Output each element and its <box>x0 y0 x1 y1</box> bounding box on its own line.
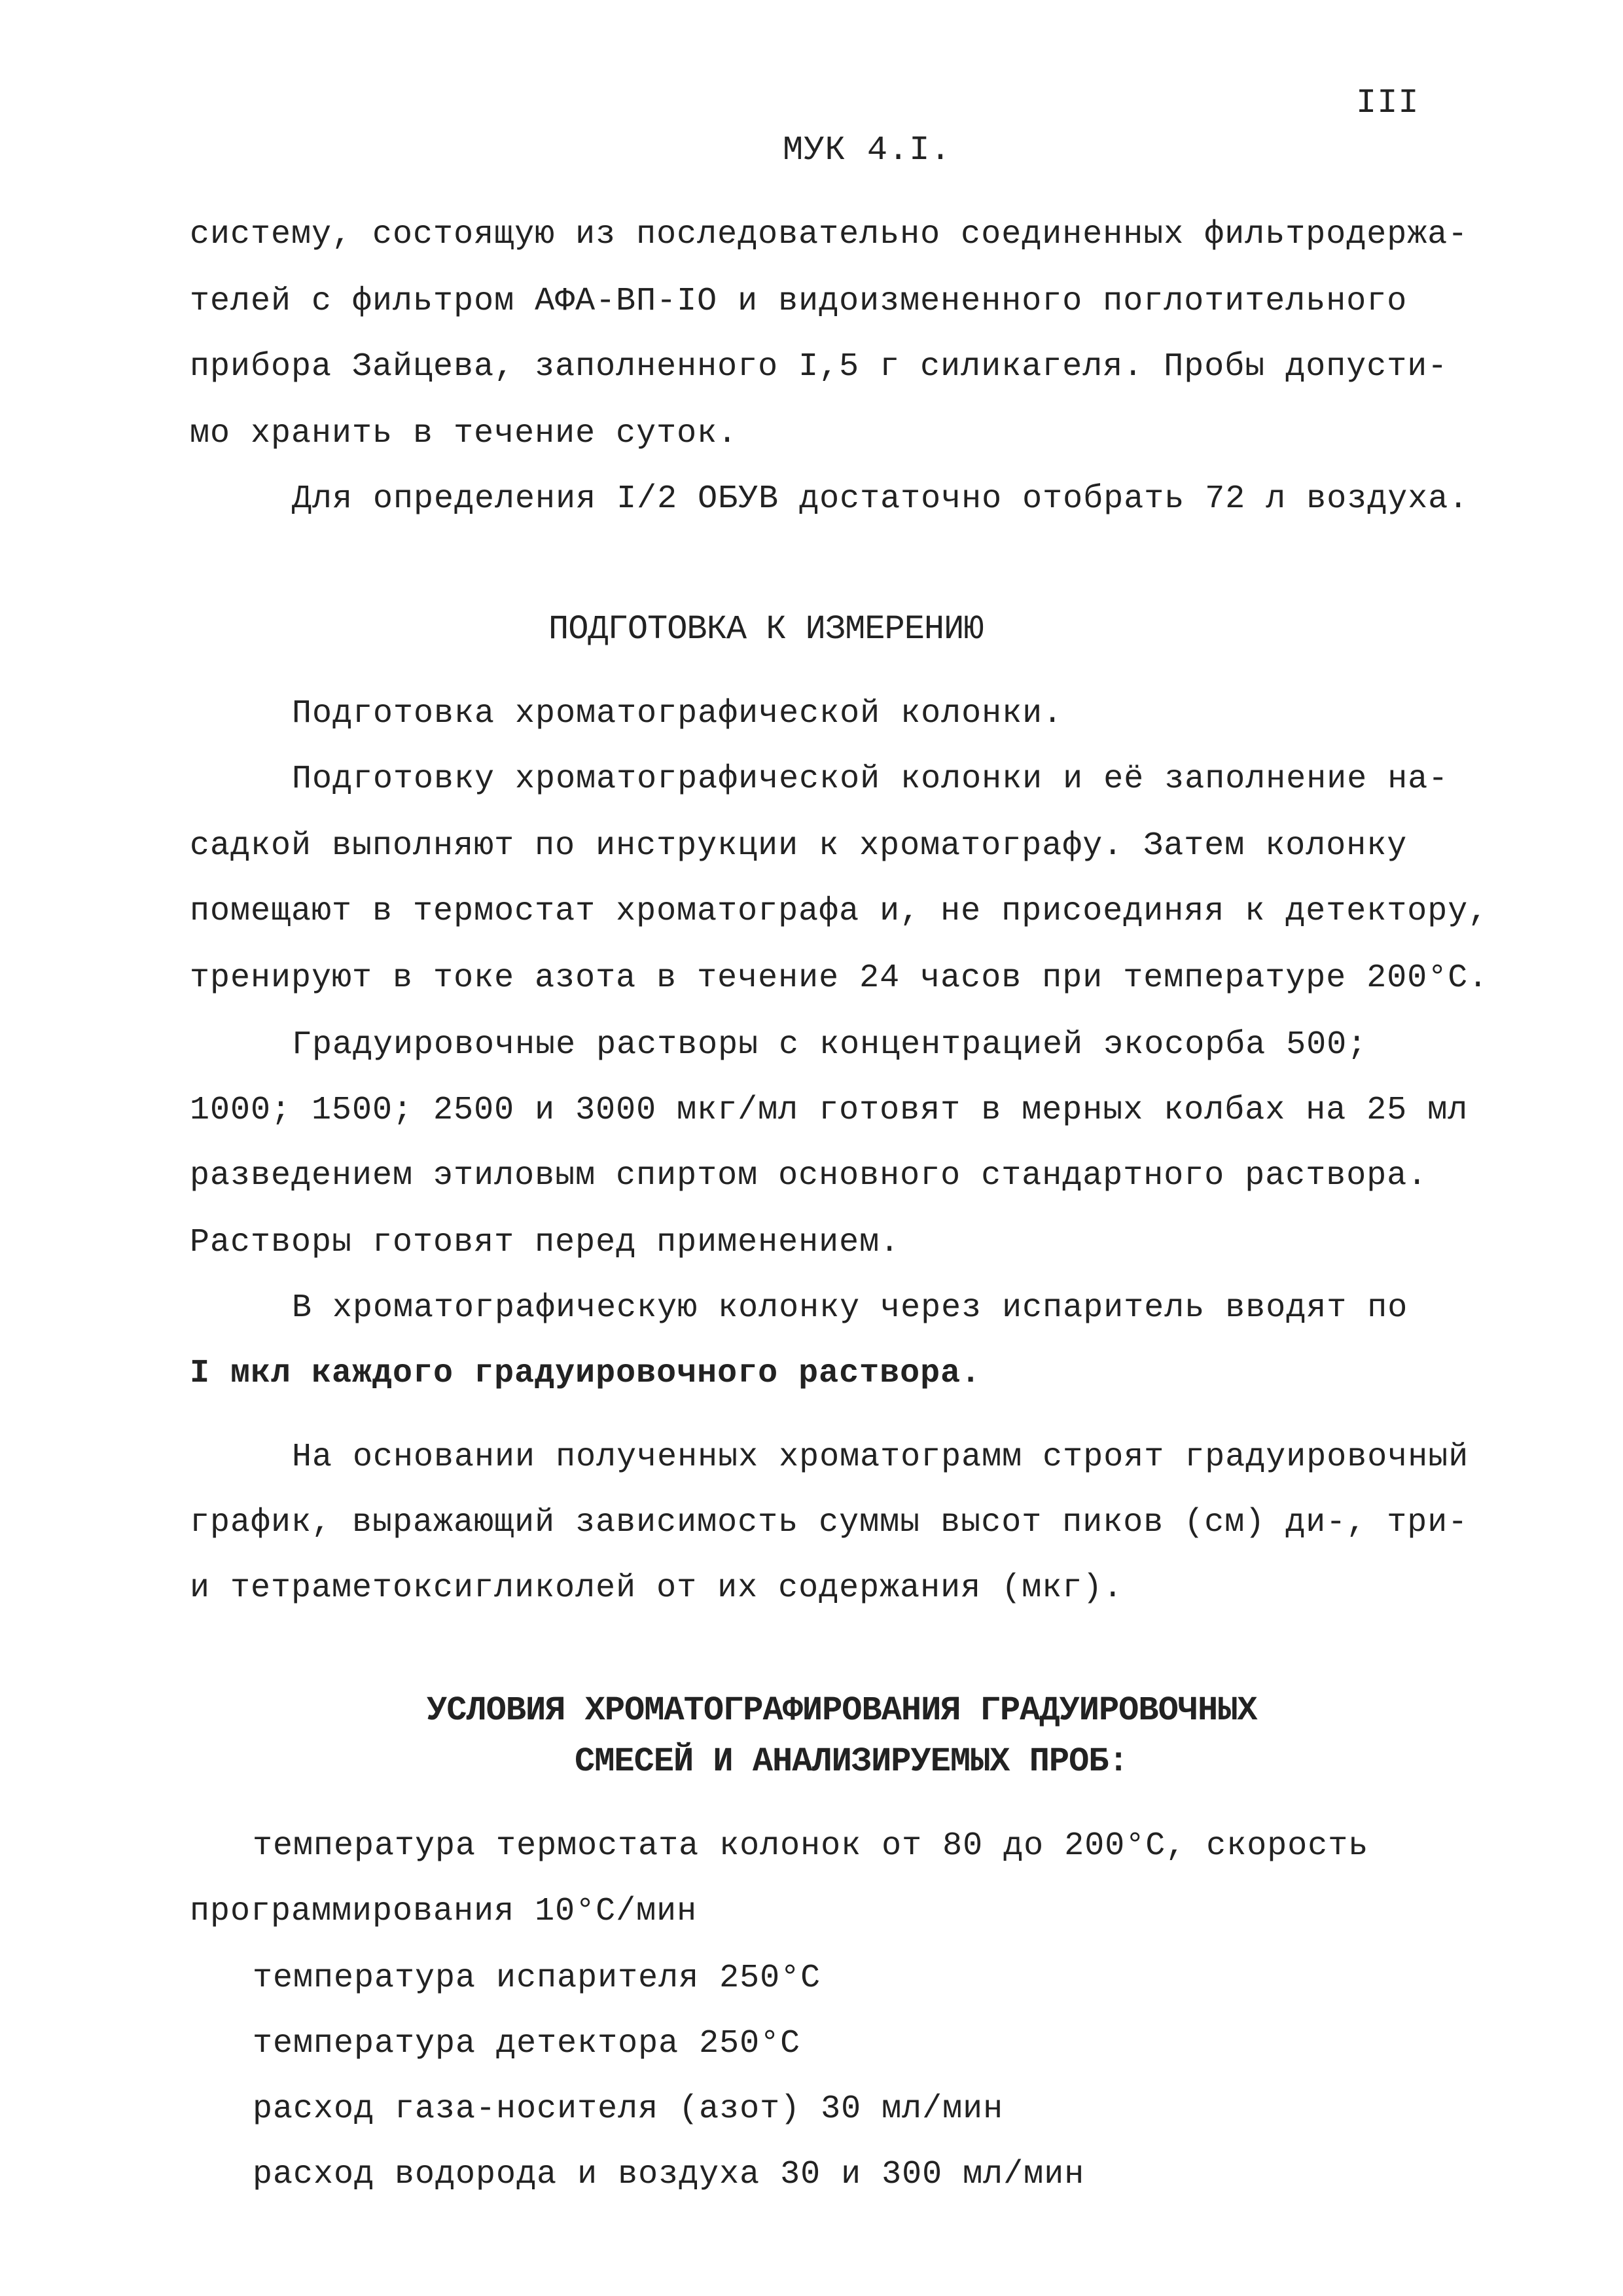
prep-line-1: Подготовку хроматографической колонки и её заполнение на- <box>292 761 1449 798</box>
para2-line: Для определения I/2 ОБУВ достаточно отобрать 72 л воздуха. <box>292 480 1469 518</box>
condition-item: температура детектора 250°С <box>253 2025 801 2062</box>
prep-line-2: садкой выполняют по инструкции к хроматографу. Затем колонку <box>190 827 1408 865</box>
section-title-conditions-line-1: УСЛОВИЯ ХРОМАТОГРАФИРОВАНИЯ ГРАДУИРОВОЧНЫХ <box>427 1691 1257 1730</box>
graph-line-1: На основании полученных хроматограмм строят градуировочный <box>292 1439 1469 1476</box>
calib-line-4: Растворы готовят перед применением. <box>190 1224 901 1261</box>
para1-line-4: мо хранить в течение суток. <box>190 415 738 452</box>
graph-line-2: график, выражающий зависимость суммы высот пиков (см) ди-, три- <box>190 1504 1469 1541</box>
section-title-preparation: ПОДГОТОВКА К ИЗМЕРЕНИЮ <box>548 610 984 649</box>
prep-line-3: помещают в термостат хроматографа и, не присоединяя к детектору, <box>190 893 1489 930</box>
section-title-conditions-line-2: СМЕСЕЙ И АНАЛИЗИРУЕМЫХ ПРОБ: <box>575 1742 1128 1781</box>
calib-line-2: 1000; 1500; 2500 и 3000 мкг/мл готовят в мерных колбах на 25 мл <box>190 1092 1469 1129</box>
page-header: МУК 4.I. <box>783 131 952 170</box>
condition-item: температура термостата колонок от 80 до 200°С, скорость <box>253 1827 1369 1865</box>
page-number: III <box>1356 84 1419 122</box>
inject-line-1: В хроматографическую колонку через испаритель вводят по <box>292 1289 1408 1327</box>
prep-subtitle: Подготовка хроматографической колонки. <box>292 695 1063 732</box>
inject-line-2: I мкл каждого градуировочного раствора. <box>190 1355 982 1392</box>
condition-item: температура испарителя 250°С <box>253 1960 821 1997</box>
para1-line-1: систему, состоящую из последовательно соединенных фильтродержа- <box>190 216 1469 253</box>
para1-line-2: телей с фильтром АФА-ВП-IO и видоизмененного поглотительного <box>190 283 1408 320</box>
graph-line-3: и тетраметоксигликолей от их содержания (мкг). <box>190 1570 1124 1607</box>
prep-line-4: тренируют в токе азота в течение 24 часов при температуре 200°С. <box>190 960 1489 997</box>
condition-item: программирования 10°С/мин <box>190 1893 698 1930</box>
condition-item: расход газа-носителя (азот) 30 мл/мин <box>253 2090 1004 2128</box>
calib-line-3: разведением этиловым спиртом основного стандартного раствора. <box>190 1157 1428 1194</box>
condition-item: расход водорода и воздуха 30 и 300 мл/мин <box>253 2156 1085 2193</box>
para1-line-3: прибора Зайцева, заполненного I,5 г силикагеля. Пробы допусти- <box>190 348 1448 386</box>
calib-line-1: Градуировочные растворы с концентрацией экосорба 500; <box>292 1026 1368 1064</box>
